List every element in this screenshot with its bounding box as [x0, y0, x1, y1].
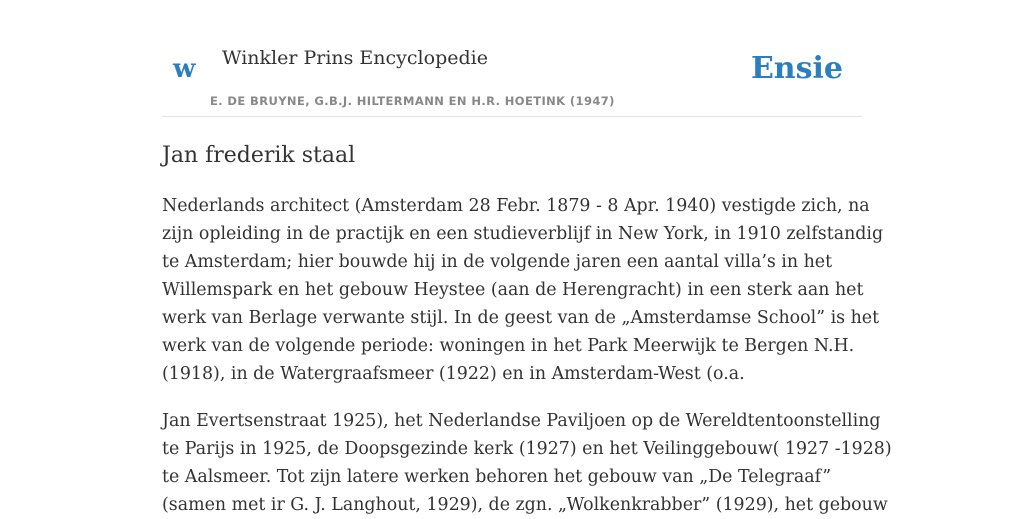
paragraph-line: werk van de volgende periode: woningen in het Park Meerwijk te Bergen N.H. — [162, 336, 855, 356]
paragraph-line: (samen met ir G. J. Langhout, 1929), de zgn. „Wolkenkrabber” (1929), het gebouw — [162, 495, 888, 515]
paragraph-line: werk van Berlage verwante stijl. In de geest van de „Amsterdamse School” is het — [162, 308, 880, 328]
paragraph-line: te Aalsmeer. Tot zijn latere werken behoren het gebouw van „De Telegraaf” — [162, 467, 832, 487]
article-paragraph — [162, 192, 884, 388]
paragraph-line: (1918), in de Watergraafsmeer (1922) en in Amsterdam-West (o.a. — [162, 364, 745, 384]
paragraph-line: te Parijs in 1925, de Doopsgezinde kerk (1927) en het Veilinggebouw( 1927 -1928) — [162, 439, 892, 459]
entry-title: Jan frederik staal — [162, 143, 356, 168]
encyclopedia-page — [162, 0, 892, 519]
ensie-logo[interactable]: Ensie — [750, 51, 843, 86]
page-header — [162, 0, 862, 117]
article-paragraph — [162, 407, 892, 519]
winkler-prins-logo[interactable]: w — [173, 54, 196, 84]
work-authors: E. DE BRUYNE, G.B.J. HILTERMANN EN H.R. HOETINK (1947) — [210, 94, 615, 108]
work-title[interactable]: Winkler Prins Encyclopedie — [222, 47, 488, 69]
paragraph-line: Willemspark en het gebouw Heystee (aan de Herengracht) in een sterk aan het — [162, 280, 864, 300]
paragraph-line: te Amsterdam; hier bouwde hij in de volgende jaren een aantal villa’s in het — [162, 252, 833, 272]
paragraph-line: Nederlands architect (Amsterdam 28 Febr. 1879 - 8 Apr. 1940) vestigde zich, na — [162, 196, 870, 216]
paragraph-line: zijn opleiding in de practijk en een studieverblijf in New York, in 1910 zelfstandig — [162, 224, 884, 244]
paragraph-line: Jan Evertsenstraat 1925), het Nederlandse Paviljoen op de Wereldtentoonstelling — [162, 411, 881, 431]
